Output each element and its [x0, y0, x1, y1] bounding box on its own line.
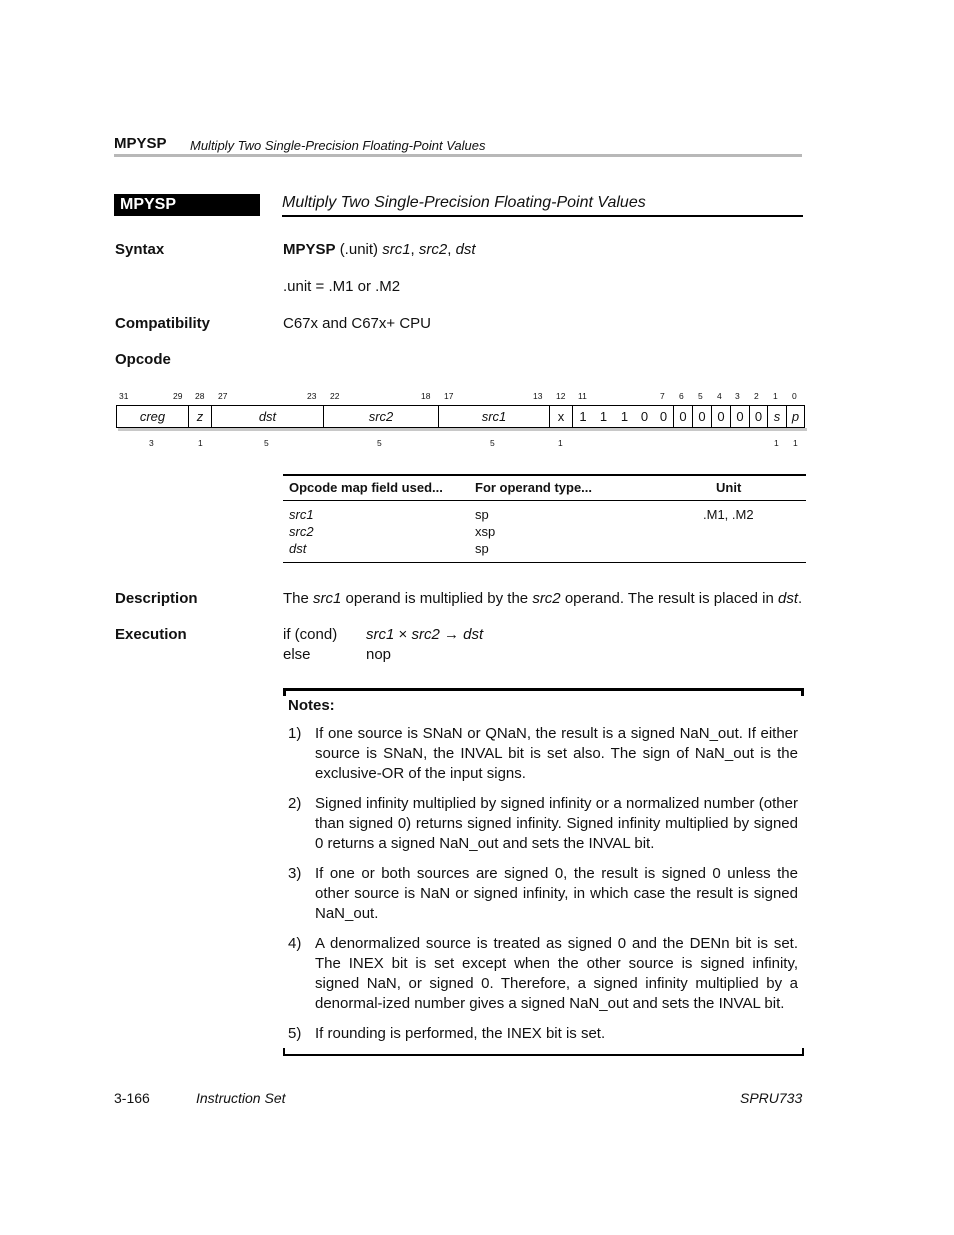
syntax-line: [283, 241, 476, 258]
note-text: Signed infinity multiplied by signed infinity or a normalized number (other than signed 0) returns signed infinity. Signed infinity multiplied by signed 0 returns a signed NaN_out and sets the INVAL bit.: [315, 795, 798, 852]
header-rule: [114, 154, 802, 157]
opcode-field-p: p: [786, 405, 804, 428]
field-width: 1: [198, 438, 203, 448]
table-cell-type: sp: [475, 541, 489, 556]
table-cell-field: src1: [289, 507, 314, 522]
opcode-bit: 1: [620, 409, 629, 424]
bit-number: 1: [773, 391, 778, 401]
opcode-bit: 0: [673, 405, 692, 428]
execution-expression: [366, 626, 483, 643]
note-number: 4): [288, 935, 302, 952]
syntax-src2: src2: [418, 241, 448, 258]
table-header-type: For operand type...: [475, 480, 593, 495]
execution-src1: src1: [366, 626, 395, 643]
opcode-label: Opcode: [115, 351, 171, 368]
running-header-mnemonic: MPYSP: [114, 135, 167, 152]
field-width: 1: [793, 438, 798, 448]
bit-number: 6: [679, 391, 684, 401]
table-header-unit: Unit: [716, 480, 742, 495]
bit-number: 2: [754, 391, 759, 401]
bit-number: 7: [660, 391, 665, 401]
notes-corner: [801, 688, 804, 696]
table-cell-type: sp: [475, 507, 489, 522]
note-number: 2): [288, 795, 302, 812]
note-number: 5): [288, 1025, 302, 1042]
table-top-rule: [283, 474, 806, 476]
times-symbol: ×: [398, 626, 408, 643]
opcode-bit: 0: [692, 405, 711, 428]
bit-number: 22: [330, 391, 340, 401]
notes-bottom-rule: [283, 1054, 804, 1056]
opcode-bit: 1: [572, 405, 593, 428]
bit-number: 17: [444, 391, 454, 401]
notes-title: Notes:: [288, 697, 335, 714]
instruction-mnemonic-box: MPYSP: [114, 194, 260, 216]
field-width: 1: [558, 438, 563, 448]
note-text: If one source is SNaN or QNaN, the result is a signed NaN_out. If either source is SNaN, the INVAL bit is set also. The sign of NaN_out is the exclusive-OR of the input signs.: [315, 725, 798, 782]
bit-number: 0: [792, 391, 797, 401]
field-width: 3: [149, 438, 154, 448]
bit-number: 28: [195, 391, 205, 401]
description-label: Description: [115, 590, 198, 607]
instruction-title: Multiply Two Single-Precision Floating-Point Values: [282, 194, 646, 211]
note-text: A denormalized source is treated as signed 0 and the DENn bit is set. The INEX bit is set except when the other source is signed infinity, signed NaN, or signed 0. Therefore, a signed infinity multiplied by a denormal-ized number gives a signed NaN_out and sets the INVAL bit.: [315, 935, 798, 1012]
description-fragment: .: [798, 590, 803, 607]
description-src1: src1: [313, 590, 342, 607]
description-fragment: operand is multiplied by the: [341, 590, 533, 607]
bit-number: 12: [556, 391, 566, 401]
description-dst: dst: [778, 590, 799, 607]
bit-number: 11: [578, 391, 587, 401]
syntax-src1: src1: [382, 241, 411, 258]
bit-number: 18: [421, 391, 431, 401]
description-src2: src2: [532, 590, 561, 607]
bit-number: 29: [173, 391, 183, 401]
opcode-field-z: z: [188, 405, 211, 428]
syntax-unit: (.unit): [339, 241, 379, 258]
execution-nop: nop: [366, 646, 392, 663]
bit-number: 31: [119, 391, 129, 401]
opcode-shadow: [118, 428, 807, 431]
execution-else: else: [283, 646, 311, 663]
note-number: 1): [288, 725, 302, 742]
opcode-field-creg: creg: [139, 409, 166, 424]
note-text: If rounding is performed, the INEX bit is set.: [315, 1025, 606, 1042]
bit-number: 3: [735, 391, 740, 401]
opcode-bit: 0: [659, 409, 668, 424]
opcode-bit: 1: [599, 409, 608, 424]
footer-section: Instruction Set: [196, 1090, 286, 1106]
syntax-mnemonic: MPYSP: [283, 241, 336, 258]
bit-number: 13: [533, 391, 543, 401]
note-text: If one or both sources are signed 0, the result is signed 0 unless the other source is NaN or signed infinity, in which case the result is signed NaN_out.: [315, 865, 798, 922]
table-header-field: Opcode map field used...: [289, 480, 443, 495]
compatibility-value: C67x and C67x+ CPU: [283, 315, 431, 332]
running-header-subtitle: Multiply Two Single-Precision Floating-Point Values: [190, 138, 486, 153]
syntax-comma: ,: [447, 241, 452, 258]
execution-dst: dst: [463, 626, 484, 643]
field-width: 5: [264, 438, 269, 448]
table-cell-type: xsp: [475, 524, 496, 539]
execution-label: Execution: [115, 626, 187, 643]
table-bottom-rule: [283, 562, 806, 563]
opcode-bit: 0: [711, 405, 730, 428]
field-width: 5: [490, 438, 495, 448]
table-cell-field: dst: [289, 541, 307, 556]
compatibility-label: Compatibility: [115, 315, 211, 332]
opcode-field-x: x: [549, 405, 572, 428]
description-text: [283, 590, 802, 607]
table-header-rule: [283, 500, 806, 501]
field-width: 1: [774, 438, 779, 448]
opcode-field-s: s: [767, 405, 786, 428]
bit-number: 23: [307, 391, 317, 401]
opcode-field-src1: src1: [438, 405, 549, 428]
notes-corner: [283, 688, 286, 696]
syntax-comma: ,: [410, 241, 415, 258]
bit-number: 4: [717, 391, 722, 401]
opcode-bit: 0: [730, 405, 749, 428]
bit-number: 5: [698, 391, 703, 401]
execution-cond: if (cond): [283, 626, 338, 643]
execution-src2: src2: [411, 626, 440, 643]
table-cell-field: src2: [289, 524, 314, 539]
syntax-unit-line: .unit = .M1 or .M2: [283, 278, 401, 295]
opcode-bit: 0: [749, 405, 767, 428]
opcode-field-src2: src2: [323, 405, 438, 428]
footer-doc-id: SPRU733: [740, 1090, 803, 1106]
notes-top-rule: [283, 688, 804, 691]
opcode-field-dst: dst: [211, 405, 323, 428]
note-number: 3): [288, 865, 302, 882]
syntax-dst: dst: [455, 241, 476, 258]
title-rule: [282, 215, 803, 217]
syntax-label: Syntax: [115, 241, 165, 258]
page-number: 3-166: [114, 1090, 150, 1106]
field-width: 5: [377, 438, 382, 448]
description-fragment: The: [283, 590, 314, 607]
arrow-symbol: →: [443, 626, 459, 643]
description-fragment: operand. The result is placed in: [560, 590, 779, 607]
opcode-bit: 0: [640, 409, 649, 424]
bit-number: 27: [218, 391, 228, 401]
table-cell-unit: .M1, .M2: [703, 507, 754, 522]
